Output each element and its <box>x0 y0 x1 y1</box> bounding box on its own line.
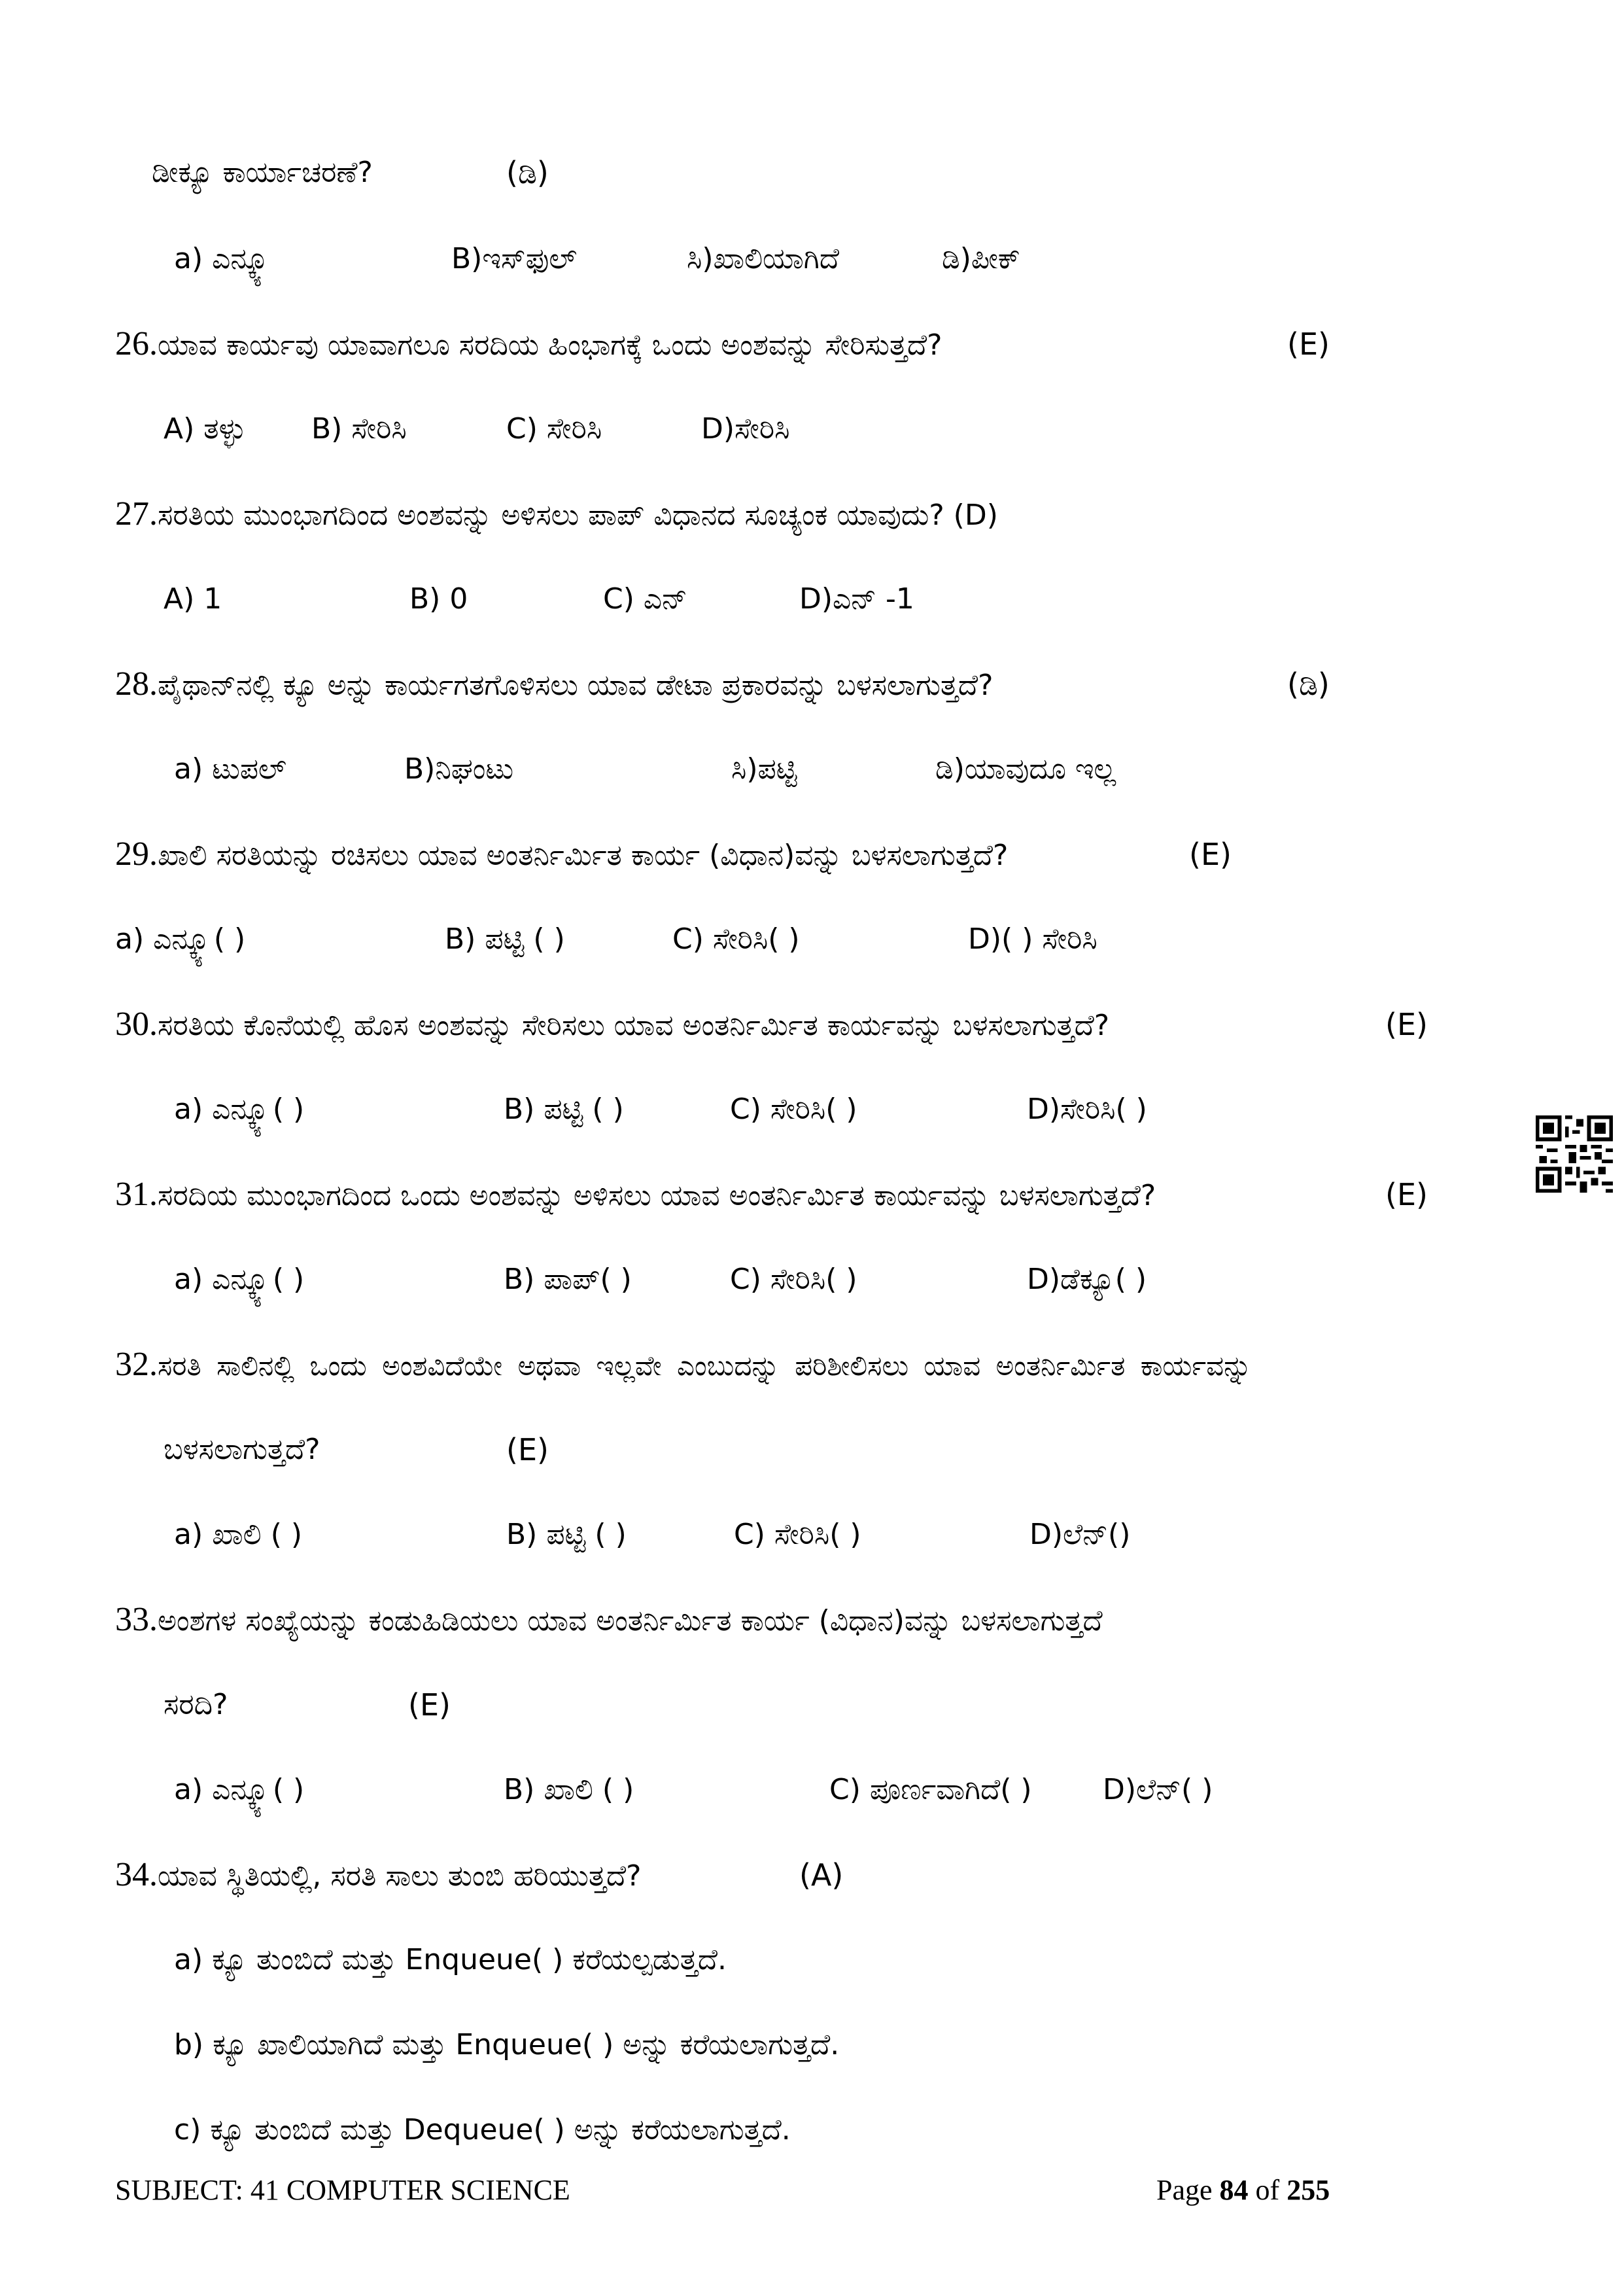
option-a: a) ಎನ್ಕ್ಯೂ( ) <box>174 1773 305 1806</box>
question-text-continued: ಸರದಿ? <box>164 1688 228 1721</box>
question-27 <box>115 496 998 534</box>
option-c: ಸಿ)ಪಟ್ಟಿ <box>731 752 797 786</box>
question-text: ಪೈಥಾನ್‌ನಲ್ಲಿ ಕ್ಯೂ ಅನ್ನು ಕಾರ್ಯಗತಗೊಳಿಸಲು ಯಾವ ಡೇಟಾ ಪ್ರಕಾರವನ್ನು ಬಳಸಲಾಗುತ್ತದೆ? <box>158 669 993 702</box>
option-c: ಸಿ)ಖಾಲಿಯಾಗಿದೆ <box>687 242 840 275</box>
question-number: 30. <box>115 1006 158 1043</box>
option-d: D)ಲೆನ್() <box>1029 1518 1131 1551</box>
question-number: 34. <box>115 1856 158 1893</box>
option-a: a) ಖಾಲಿ ( ) <box>174 1518 303 1551</box>
option-d: D)( ) ಸೇರಿಸಿ <box>968 922 1097 956</box>
answer-key: (E) <box>408 1687 451 1723</box>
question-number: 31. <box>115 1176 158 1213</box>
option-b: B) ಸೇರಿಸಿ <box>311 412 407 446</box>
option-a: a) ಎನ್ಕ್ಯೂ( ) <box>174 1263 305 1296</box>
current-page: 84 <box>1219 2174 1249 2206</box>
question-text: ಸರತಿಯ ಮುಂಭಾಗದಿಂದ ಅಂಶವನ್ನು ಅಳಿಸಲು ಪಾಪ್ ವಿಧಾನದ ಸೂಚ್ಯಂಕ ಯಾವುದು? (D) <box>158 499 998 532</box>
option-b: B) ಪಾಪ್( ) <box>504 1263 632 1296</box>
option-a: A) 1 <box>164 582 222 616</box>
option-b: B) ಪಟ್ಟಿ ( ) <box>445 922 565 956</box>
option-a: a) ಕ್ಯೂ ತುಂಬಿದೆ ಮತ್ತು Enqueue( ) ಕರೆಯಲ್ಪಡುತ್ತದೆ. <box>174 1943 727 1976</box>
option-c: C) ಸೇರಿಸಿ( ) <box>672 922 800 956</box>
question-31 <box>115 1176 1156 1214</box>
option-a: a) ಎನ್ಕ್ಯೂ( ) <box>174 1093 305 1126</box>
question-number: 28. <box>115 665 158 703</box>
page-of: of <box>1248 2174 1287 2206</box>
option-d: D)ಸೇರಿಸಿ( ) <box>1027 1093 1147 1126</box>
question-text: ಅಂಶಗಳ ಸಂಖ್ಯೆಯನ್ನು ಕಂಡುಹಿಡಿಯಲು ಯಾವ ಅಂತರ್ನಿರ್ಮಿತ ಕಾರ್ಯ (ವಿಧಾನ)ವನ್ನು ಬಳಸಲಾಗುತ್ತದೆ <box>158 1604 1103 1638</box>
question-number: 32. <box>115 1346 158 1383</box>
question-32 <box>115 1346 1252 1384</box>
option-a: a) ಟುಪಲ್ <box>174 752 286 786</box>
total-pages: 255 <box>1287 2174 1330 2206</box>
question-26 <box>115 326 942 364</box>
option-a: A) ತಳ್ಳು <box>164 412 246 446</box>
answer-key: (A) <box>799 1857 844 1893</box>
question-text: ಸರತಿ ಸಾಲಿನಲ್ಲಿ ಒಂದು ಅಂಶವಿದೆಯೇ ಅಥವಾ ಇಲ್ಲವೇ ಎಂಬುದನ್ನು ಪರಿಶೀಲಿಸಲು ಯಾವ ಅಂತರ್ನಿರ್ಮಿತ ಕಾರ್ಯವನ್ನು <box>158 1350 1252 1382</box>
answer-key: (ಡಿ) <box>1287 667 1330 702</box>
answer-key: (E) <box>506 1432 549 1467</box>
option-d: D)ಡೆಕ್ಯೂ( ) <box>1027 1263 1147 1296</box>
option-c: C) ಎನ್ <box>603 582 687 616</box>
page-prefix: Page <box>1156 2174 1220 2206</box>
question-number: 33. <box>115 1601 158 1638</box>
answer-key: (E) <box>1385 1007 1428 1042</box>
option-d: ಡಿ)ಯಾವುದೂ ಇಲ್ಲ <box>935 752 1116 786</box>
question-29 <box>115 836 1008 874</box>
answer-key: (E) <box>1385 1177 1428 1212</box>
option-c: C) ಸೇರಿಸಿ( ) <box>730 1263 857 1296</box>
question-33 <box>115 1602 1103 1639</box>
option-c: C) ಸೇರಿಸಿ( ) <box>734 1518 861 1551</box>
option-b: B) 0 <box>409 582 468 616</box>
option-b: B) ಪಟ್ಟಿ ( ) <box>506 1518 627 1551</box>
question-text-continued: ಬಳಸಲಾಗುತ್ತದೆ? <box>164 1433 320 1466</box>
question-text: ಸರದಿಯ ಮುಂಭಾಗದಿಂದ ಒಂದು ಅಂಶವನ್ನು ಅಳಿಸಲು ಯಾವ ಅಂತರ್ನಿರ್ಮಿತ ಕಾರ್ಯವನ್ನು ಬಳಸಲಾಗುತ್ತದೆ? <box>158 1179 1156 1212</box>
option-d: D)ಲೆನ್( ) <box>1103 1773 1213 1806</box>
question-number: 27. <box>115 495 158 533</box>
option-a: a) ಎನ್ಕ್ಯೂ( ) <box>115 922 246 956</box>
option-d: ಡಿ)ಪೀಕ್ <box>942 242 1020 275</box>
option-b: B) ಖಾಲಿ ( ) <box>504 1773 634 1806</box>
footer-page-number <box>1156 2173 1330 2207</box>
qr-code-icon <box>1536 1115 1613 1193</box>
option-b: B)ನಿಘಂಟು <box>404 752 514 786</box>
option-c: C) ಸೇರಿಸಿ <box>506 412 602 446</box>
question-28 <box>115 666 993 704</box>
option-b: b) ಕ್ಯೂ ಖಾಲಿಯಾಗಿದೆ ಮತ್ತು Enqueue( ) ಅನ್ನು ಕರೆಯಲಾಗುತ್ತದೆ. <box>174 2028 840 2061</box>
option-c: C) ಸೇರಿಸಿ( ) <box>730 1093 857 1126</box>
option-d: D)ಎನ್ -1 <box>799 582 914 616</box>
question-30 <box>115 1006 1109 1044</box>
option-c: c) ಕ್ಯೂ ತುಂಬಿದೆ ಮತ್ತು Dequeue( ) ಅನ್ನು ಕರೆಯಲಾಗುತ್ತದೆ. <box>174 2113 791 2146</box>
question-text: ಸರತಿಯ ಕೊನೆಯಲ್ಲಿ ಹೊಸ ಅಂಶವನ್ನು ಸೇರಿಸಲು ಯಾವ ಅಂತರ್ನಿರ್ಮಿತ ಕಾರ್ಯವನ್ನು ಬಳಸಲಾಗುತ್ತದೆ? <box>158 1009 1110 1042</box>
footer-subject: SUBJECT: 41 COMPUTER SCIENCE <box>115 2174 570 2206</box>
option-c: C) ಪೂರ್ಣವಾಗಿದೆ( ) <box>829 1773 1032 1806</box>
question-number: 26. <box>115 325 158 362</box>
question-34 <box>115 1857 642 1895</box>
question-text: ಖಾಲಿ ಸರತಿಯನ್ನು ರಚಿಸಲು ಯಾವ ಅಂತರ್ನಿರ್ಮಿತ ಕಾರ್ಯ (ವಿಧಾನ)ವನ್ನು ಬಳಸಲಾಗುತ್ತದೆ? <box>158 839 1009 872</box>
option-b: B) ಪಟ್ಟಿ ( ) <box>504 1093 624 1126</box>
option-d: D)ಸೇರಿಸಿ <box>701 412 790 446</box>
answer-key: (ಡಿ) <box>506 155 549 190</box>
option-a: a) ಎನ್ಕ್ಯೂ <box>174 242 273 275</box>
answer-key: (E) <box>1189 837 1232 872</box>
option-b: B)ಇಸ್‌ಫುಲ್ <box>451 242 578 275</box>
answer-key: (E) <box>1287 326 1330 362</box>
question-text: ಯಾವ ಕಾರ್ಯವು ಯಾವಾಗಲೂ ಸರದಿಯ ಹಿಂಭಾಗಕ್ಕೆ ಒಂದು ಅಂಶವನ್ನು ಸೇರಿಸುತ್ತದೆ? <box>158 328 942 362</box>
question-text: ಯಾವ ಸ್ಥಿತಿಯಲ್ಲಿ, ಸರತಿ ಸಾಲು ತುಂಬಿ ಹರಿಯುತ್ತದೆ? <box>158 1859 642 1893</box>
question-number: 29. <box>115 835 158 873</box>
question-text: ಡೀಕ್ಯೂ ಕಾರ್ಯಾಚರಣೆ? <box>152 156 373 189</box>
